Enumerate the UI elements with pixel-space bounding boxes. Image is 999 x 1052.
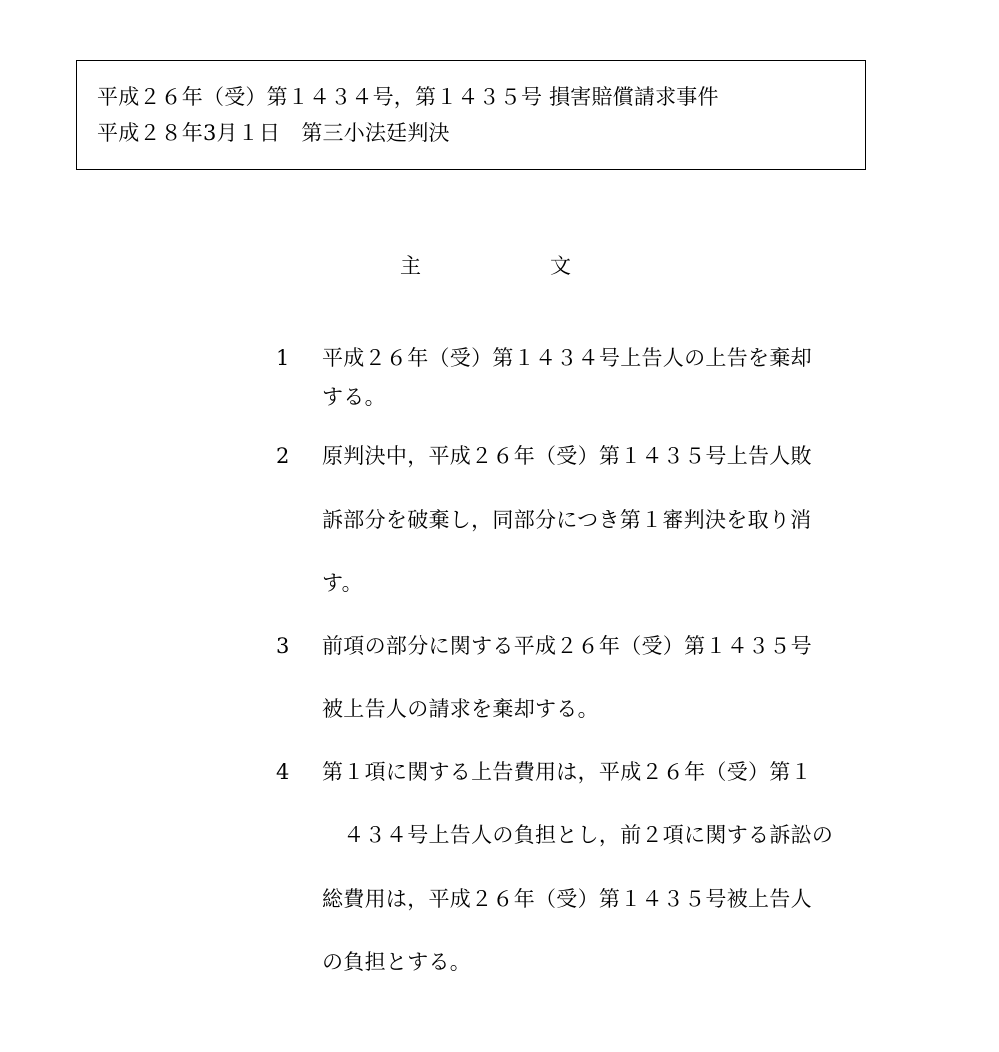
item-number-2: 2 — [276, 444, 290, 468]
case-number-title: 平成２６年（受）第１４３４号，第１４３５号 損害賠償請求事件 — [97, 85, 719, 109]
item-number-4: 4 — [276, 760, 290, 784]
item-2-line-1: 原判決中，平成２６年（受）第１４３５号上告人敗 — [322, 444, 812, 468]
item-3-line-1: 前項の部分に関する平成２６年（受）第１４３５号 — [322, 634, 812, 658]
item-2-line-3: す。 — [322, 571, 363, 595]
item-1-line-1: 平成２６年（受）第１４３４号上告人の上告を棄却 — [322, 346, 812, 370]
item-4-line-3: 総費用は，平成２６年（受）第１４３５号被上告人 — [322, 887, 812, 911]
item-1-line-2: する。 — [322, 385, 386, 409]
item-2-line-2: 訴部分を破棄し，同部分につき第１審判決を取り消 — [322, 508, 812, 532]
item-number-1: 1 — [276, 346, 290, 370]
heading-shu: 主 — [400, 254, 421, 278]
item-4-line-1: 第１項に関する上告費用は，平成２６年（受）第１ — [322, 760, 812, 784]
item-3-line-2: 被上告人の請求を棄却する。 — [322, 697, 599, 721]
item-4-line-4: の負担とする。 — [322, 950, 472, 974]
judgment-date: 平成２８年3月１日 第三小法廷判決 — [97, 121, 450, 145]
heading-bun: 文 — [550, 254, 571, 278]
case-header-box — [76, 60, 866, 170]
item-number-3: 3 — [276, 634, 290, 658]
item-4-line-2: ４３４号上告人の負担とし，前２項に関する訴訟の — [322, 823, 834, 847]
